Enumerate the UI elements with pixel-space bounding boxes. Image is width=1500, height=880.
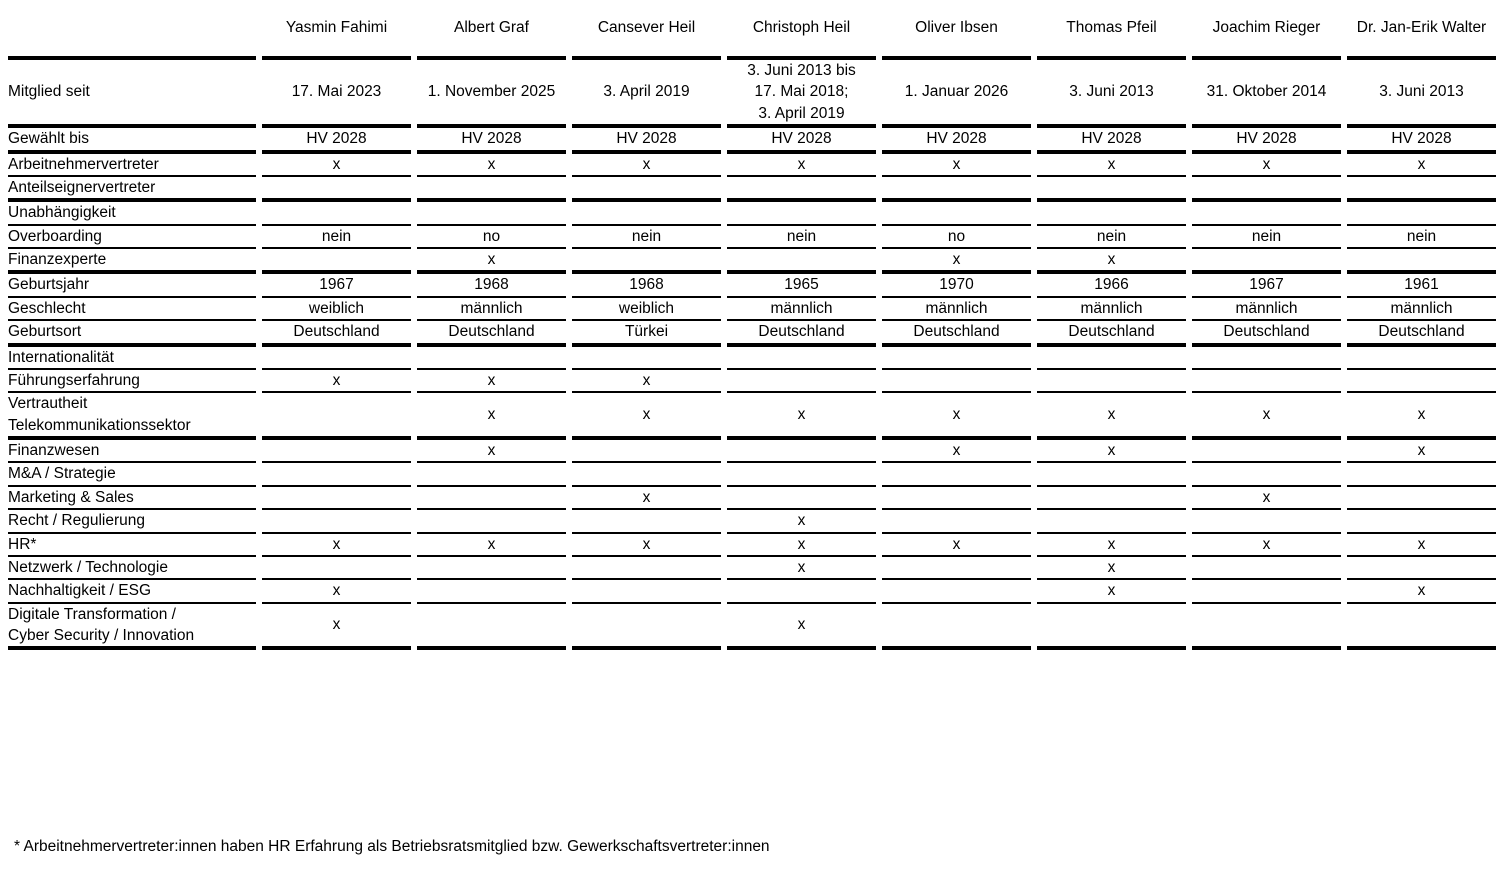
cell-value: [1347, 347, 1496, 370]
row-label: HR*: [8, 534, 256, 557]
row-label: Mitglied seit: [8, 60, 256, 128]
table-row: [8, 249, 1496, 274]
cell-value: [1037, 202, 1186, 225]
column-header-col5: Oliver Ibsen: [882, 0, 1031, 60]
cell-value: [1347, 202, 1496, 225]
cell-value: männlich: [1192, 298, 1341, 321]
cell-value: [727, 177, 876, 202]
cell-value: [1037, 347, 1186, 370]
cell-value: [1347, 604, 1496, 651]
cell-mark: x: [417, 393, 566, 440]
cell-value: [417, 510, 566, 533]
cell-value: [727, 347, 876, 370]
cell-value: [262, 177, 411, 202]
cell-value: [727, 249, 876, 274]
cell-mark: x: [572, 370, 721, 393]
cell-mark: x: [262, 604, 411, 651]
cell-mark: x: [1037, 534, 1186, 557]
cell-mark: x: [727, 510, 876, 533]
table-row: [8, 463, 1496, 486]
cell-mark: x: [727, 604, 876, 651]
cell-value: [727, 370, 876, 393]
row-label: Recht / Regulierung: [8, 510, 256, 533]
table-row: [8, 557, 1496, 580]
cell-value: Türkei: [572, 321, 721, 346]
cell-value: Deutschland: [1037, 321, 1186, 346]
cell-value: Deutschland: [417, 321, 566, 346]
cell-value: [1347, 249, 1496, 274]
cell-mark: x: [417, 534, 566, 557]
cell-value: [1192, 202, 1341, 225]
cell-value: 1967: [262, 274, 411, 297]
cell-value: [417, 557, 566, 580]
cell-mark: x: [1347, 534, 1496, 557]
cell-value: [417, 487, 566, 510]
cell-value: HV 2028: [1347, 128, 1496, 153]
cell-value: HV 2028: [262, 128, 411, 153]
cell-value: [882, 510, 1031, 533]
cell-mark: x: [1037, 557, 1186, 580]
cell-value: [727, 202, 876, 225]
cell-value: [1347, 557, 1496, 580]
cell-value: [572, 604, 721, 651]
cell-value: männlich: [882, 298, 1031, 321]
row-label: M&A / Strategie: [8, 463, 256, 486]
row-label: Netzwerk / Technologie: [8, 557, 256, 580]
cell-value: [1347, 487, 1496, 510]
cell-value: [572, 249, 721, 274]
cell-value: [572, 557, 721, 580]
table-row: [8, 60, 1496, 128]
cell-mark: x: [882, 393, 1031, 440]
cell-value: HV 2028: [727, 128, 876, 153]
cell-value: 3. Juni 2013: [1347, 60, 1496, 128]
cell-value: 1966: [1037, 274, 1186, 297]
header-corner-cell: [8, 0, 256, 60]
table-row: [8, 440, 1496, 463]
table-row: [8, 154, 1496, 177]
cell-value: [1347, 463, 1496, 486]
footnote: * Arbeitnehmervertreter:innen haben HR Erfahrung als Betriebsratsmitglied bzw. Gewerkschaftsvertreter:innen: [14, 838, 770, 855]
cell-value: [727, 580, 876, 603]
cell-value: [572, 347, 721, 370]
cell-value: [262, 347, 411, 370]
table-header: [8, 0, 1496, 60]
cell-value: nein: [262, 226, 411, 249]
cell-value: [1192, 557, 1341, 580]
row-label: Finanzexperte: [8, 249, 256, 274]
cell-value: [262, 249, 411, 274]
cell-mark: x: [1037, 580, 1186, 603]
cell-value: [1192, 580, 1341, 603]
cell-value: Deutschland: [727, 321, 876, 346]
cell-value: männlich: [417, 298, 566, 321]
column-header-col8: Dr. Jan-Erik Walter: [1347, 0, 1496, 60]
row-label: Finanzwesen: [8, 440, 256, 463]
cell-value: [1192, 370, 1341, 393]
cell-value: [1192, 510, 1341, 533]
table-row: [8, 128, 1496, 153]
cell-value: 1. Januar 2026: [882, 60, 1031, 128]
cell-value: [882, 347, 1031, 370]
cell-value: 17. Mai 2023: [262, 60, 411, 128]
cell-value: [882, 202, 1031, 225]
row-label: Internationalität: [8, 347, 256, 370]
cell-mark: x: [572, 487, 721, 510]
cell-value: nein: [727, 226, 876, 249]
table-row: [8, 226, 1496, 249]
cell-value: HV 2028: [882, 128, 1031, 153]
row-label: Gewählt bis: [8, 128, 256, 153]
cell-value: [1037, 463, 1186, 486]
cell-value: [1037, 370, 1186, 393]
row-label: Anteilseignervertreter: [8, 177, 256, 202]
cell-value: HV 2028: [417, 128, 566, 153]
cell-mark: x: [417, 249, 566, 274]
cell-value: [727, 440, 876, 463]
row-label: Nachhaltigkeit / ESG: [8, 580, 256, 603]
cell-value: männlich: [1347, 298, 1496, 321]
column-header-col4: Christoph Heil: [727, 0, 876, 60]
cell-mark: x: [727, 557, 876, 580]
cell-mark: x: [1347, 393, 1496, 440]
cell-value: [572, 510, 721, 533]
column-header-col3: Cansever Heil: [572, 0, 721, 60]
cell-value: nein: [1037, 226, 1186, 249]
cell-mark: x: [882, 534, 1031, 557]
cell-value: 1970: [882, 274, 1031, 297]
cell-value: [1192, 604, 1341, 651]
cell-mark: x: [572, 534, 721, 557]
cell-mark: x: [1347, 580, 1496, 603]
cell-value: nein: [1192, 226, 1341, 249]
cell-mark: x: [1037, 154, 1186, 177]
cell-value: Deutschland: [1347, 321, 1496, 346]
cell-value: [882, 604, 1031, 651]
cell-mark: x: [1037, 440, 1186, 463]
cell-value: [1192, 249, 1341, 274]
table-row: [8, 321, 1496, 346]
cell-value: [1037, 604, 1186, 651]
table-row: [8, 604, 1496, 651]
cell-value: [882, 463, 1031, 486]
table-row: [8, 347, 1496, 370]
table-row: [8, 534, 1496, 557]
table-row: [8, 393, 1496, 440]
cell-value: [727, 487, 876, 510]
cell-mark: x: [417, 370, 566, 393]
cell-mark: x: [572, 393, 721, 440]
cell-mark: x: [1347, 440, 1496, 463]
cell-mark: x: [727, 534, 876, 557]
cell-mark: x: [262, 154, 411, 177]
table-row: [8, 274, 1496, 297]
cell-value: 31. Oktober 2014: [1192, 60, 1341, 128]
row-label: Führungserfahrung: [8, 370, 256, 393]
column-header-col1: Yasmin Fahimi: [262, 0, 411, 60]
cell-value: [262, 487, 411, 510]
cell-mark: x: [882, 440, 1031, 463]
cell-value: nein: [572, 226, 721, 249]
cell-value: [572, 463, 721, 486]
column-header-col6: Thomas Pfeil: [1037, 0, 1186, 60]
cell-value: [1192, 463, 1341, 486]
header-row: [8, 0, 1496, 60]
cell-value: männlich: [1037, 298, 1186, 321]
cell-value: [417, 347, 566, 370]
cell-value: 1968: [572, 274, 721, 297]
cell-value: [572, 440, 721, 463]
column-header-col2: Albert Graf: [417, 0, 566, 60]
cell-mark: x: [572, 154, 721, 177]
table-row: [8, 370, 1496, 393]
cell-mark: x: [882, 154, 1031, 177]
cell-mark: x: [727, 393, 876, 440]
row-label: Arbeitnehmervertreter: [8, 154, 256, 177]
cell-mark: x: [882, 249, 1031, 274]
cell-value: [417, 177, 566, 202]
table-row: [8, 510, 1496, 533]
cell-value: Deutschland: [262, 321, 411, 346]
cell-value: [882, 177, 1031, 202]
cell-value: HV 2028: [1192, 128, 1341, 153]
cell-value: Deutschland: [882, 321, 1031, 346]
cell-value: [262, 463, 411, 486]
cell-mark: x: [1192, 393, 1341, 440]
column-header-col7: Joachim Rieger: [1192, 0, 1341, 60]
cell-value: [1347, 370, 1496, 393]
cell-value: [1037, 177, 1186, 202]
cell-value: [262, 202, 411, 225]
cell-value: 3. Juni 2013: [1037, 60, 1186, 128]
row-label: Geburtsjahr: [8, 274, 256, 297]
row-label: Digitale Transformation / Cyber Security / Innovation: [8, 604, 256, 651]
table-row: [8, 580, 1496, 603]
cell-mark: x: [727, 154, 876, 177]
cell-mark: x: [262, 534, 411, 557]
cell-value: nein: [1347, 226, 1496, 249]
cell-mark: x: [1192, 154, 1341, 177]
table-row: [8, 202, 1496, 225]
cell-value: [882, 487, 1031, 510]
table-row: [8, 298, 1496, 321]
cell-value: no: [882, 226, 1031, 249]
cell-value: 3. April 2019: [572, 60, 721, 128]
cell-mark: x: [1037, 393, 1186, 440]
cell-value: 1965: [727, 274, 876, 297]
cell-value: HV 2028: [572, 128, 721, 153]
cell-mark: x: [417, 440, 566, 463]
qualification-matrix-table: [2, 0, 1500, 650]
cell-value: 3. Juni 2013 bis 17. Mai 2018; 3. April 2019: [727, 60, 876, 128]
cell-value: [882, 580, 1031, 603]
table-row: [8, 487, 1496, 510]
cell-value: [882, 370, 1031, 393]
cell-mark: x: [262, 370, 411, 393]
cell-value: [1192, 177, 1341, 202]
row-label: Geburtsort: [8, 321, 256, 346]
cell-value: [262, 440, 411, 463]
cell-value: [417, 202, 566, 225]
cell-mark: x: [1192, 534, 1341, 557]
cell-value: [417, 604, 566, 651]
cell-value: Deutschland: [1192, 321, 1341, 346]
table-body: [8, 60, 1496, 650]
cell-value: [262, 557, 411, 580]
cell-value: HV 2028: [1037, 128, 1186, 153]
cell-value: [262, 393, 411, 440]
cell-value: [727, 463, 876, 486]
cell-mark: x: [1347, 154, 1496, 177]
cell-value: weiblich: [572, 298, 721, 321]
cell-mark: x: [417, 154, 566, 177]
cell-value: [1347, 510, 1496, 533]
cell-value: [1347, 177, 1496, 202]
cell-value: 1967: [1192, 274, 1341, 297]
cell-value: männlich: [727, 298, 876, 321]
cell-value: [1037, 487, 1186, 510]
row-label: Marketing & Sales: [8, 487, 256, 510]
cell-value: [1037, 510, 1186, 533]
cell-mark: x: [1037, 249, 1186, 274]
cell-value: [572, 580, 721, 603]
cell-value: 1961: [1347, 274, 1496, 297]
cell-value: [417, 463, 566, 486]
cell-value: [882, 557, 1031, 580]
row-label: Overboarding: [8, 226, 256, 249]
cell-value: [417, 580, 566, 603]
cell-value: 1. November 2025: [417, 60, 566, 128]
cell-value: [1192, 347, 1341, 370]
row-label: Geschlecht: [8, 298, 256, 321]
cell-value: weiblich: [262, 298, 411, 321]
cell-value: 1968: [417, 274, 566, 297]
table-row: [8, 177, 1496, 202]
cell-mark: x: [262, 580, 411, 603]
cell-value: no: [417, 226, 566, 249]
cell-value: [262, 510, 411, 533]
cell-value: [1192, 440, 1341, 463]
cell-mark: x: [1192, 487, 1341, 510]
cell-value: [572, 202, 721, 225]
row-label: Unabhängigkeit: [8, 202, 256, 225]
cell-value: [572, 177, 721, 202]
row-label: Vertrautheit Telekommunikationssektor: [8, 393, 256, 440]
